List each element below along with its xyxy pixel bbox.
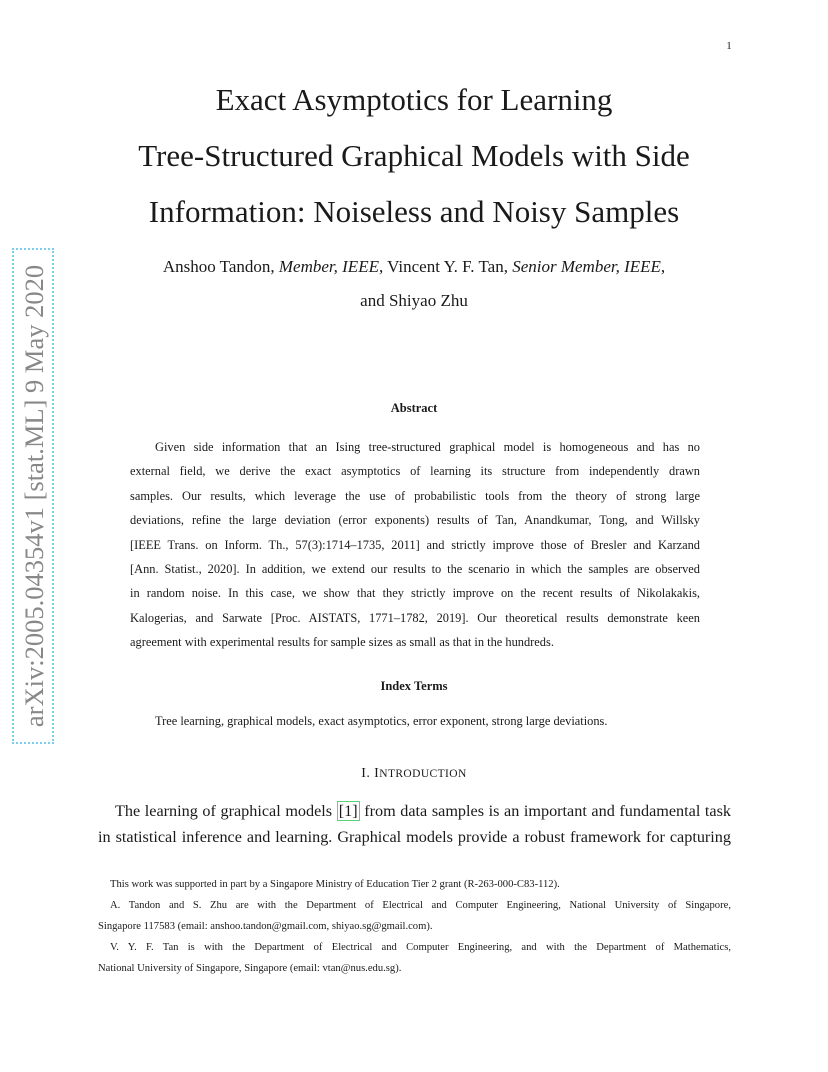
- index-terms-text: Tree learning, graphical models, exact asymptotics, error exponent, strong large deviations.: [155, 714, 608, 728]
- abstract-line: external field, we derive the exact asymptotics of learning its structure from independently drawn: [130, 464, 700, 479]
- author-list: [80, 250, 748, 318]
- section-heading-introduction: [98, 766, 730, 782]
- section-title-rest: NTRODUCTION: [379, 768, 467, 780]
- footnote-line: Singapore 117583 (email: anshoo.tandon@gmail.com, shiyao.sg@gmail.com).: [98, 921, 433, 932]
- footnote-funding: This work was supported in part by a Singapore Ministry of Education Tier 2 grant (R-263-000-C83-112).: [110, 879, 560, 890]
- section-number: I.: [361, 766, 375, 781]
- intro-text: from data samples is an important and fundamental task: [359, 802, 732, 820]
- abstract-heading: Abstract: [390, 401, 438, 415]
- title-line-3: Information: Noiseless and Noisy Samples: [148, 194, 680, 229]
- page-number: 1: [726, 40, 732, 52]
- author-line-2: and Shiyao Zhu: [360, 291, 468, 310]
- abstract-line: agreement with experimental results for sample sizes as small as that in the hundreds.: [130, 635, 554, 650]
- author-name: , Vincent Y. F. Tan,: [378, 257, 513, 276]
- abstract-line: [Ann. Statist., 2020]. In addition, we extend our results to the scenario in which the samples are observed: [130, 562, 700, 577]
- intro-text: The learning of graphical models: [115, 802, 337, 820]
- footnote-affiliation-1: [98, 895, 731, 937]
- abstract-line: deviations, refine the large deviation (error exponents) results of Tan, Anandkumar, Tong, and Willsky: [130, 513, 700, 528]
- abstract-line: Kalogerias, and Sarwate [Proc. AISTATS, 1771–1782, 2019]. Our theoretical results demonstrate keen: [130, 610, 700, 625]
- author-separator: ,: [660, 257, 666, 276]
- arxiv-identifier[interactable]: arXiv:2005.04354v1 [stat.ML] 9 May 2020: [19, 264, 49, 728]
- footnote-line: National University of Singapore, Singapore (email: vtan@nus.edu.sg).: [98, 963, 402, 974]
- footnotes: [98, 874, 731, 979]
- footnote-affiliation-2: [98, 937, 731, 979]
- introduction-paragraph: [98, 798, 731, 850]
- abstract-line: samples. Our results, which leverage the use of probabilistic tools from the theory of strong large: [130, 488, 700, 503]
- author-role: Senior Member, IEEE: [512, 257, 661, 276]
- abstract-line: in random noise. In this case, we show that they strictly improve on the recent results of Nikolakakis,: [130, 586, 700, 601]
- abstract-body: [130, 435, 700, 655]
- index-terms-heading: Index Terms: [380, 679, 448, 693]
- author-name: Anshoo Tandon,: [162, 257, 279, 276]
- paper-title: [80, 72, 748, 240]
- intro-line-1: [98, 798, 731, 824]
- abstract-line: Given side information that an Ising tree-structured graphical model is homogeneous and has no: [155, 440, 700, 454]
- section-title-initial: I: [374, 766, 380, 781]
- title-line-1: Exact Asymptotics for Learning: [215, 82, 613, 117]
- author-role: Member, IEEE: [278, 257, 379, 276]
- citation-link[interactable]: [1]: [338, 802, 358, 820]
- abstract-line: [IEEE Trans. on Inform. Th., 57(3):1714–1735, 2011] and strictly improve those of Bresler and Karzand: [130, 537, 700, 552]
- intro-line-2: in statistical inference and learning. Graphical models provide a robust framework for capturing: [98, 828, 731, 846]
- author-line-1: [80, 250, 748, 284]
- footnote-line: A. Tandon and S. Zhu are with the Department of Electrical and Computer Engineering, National University of Singapore,: [110, 900, 731, 911]
- title-line-2: Tree-Structured Graphical Models with Side: [138, 138, 690, 173]
- footnote-line: V. Y. F. Tan is with the Department of Electrical and Computer Engineering, and with the Department of Mathematics,: [110, 942, 731, 953]
